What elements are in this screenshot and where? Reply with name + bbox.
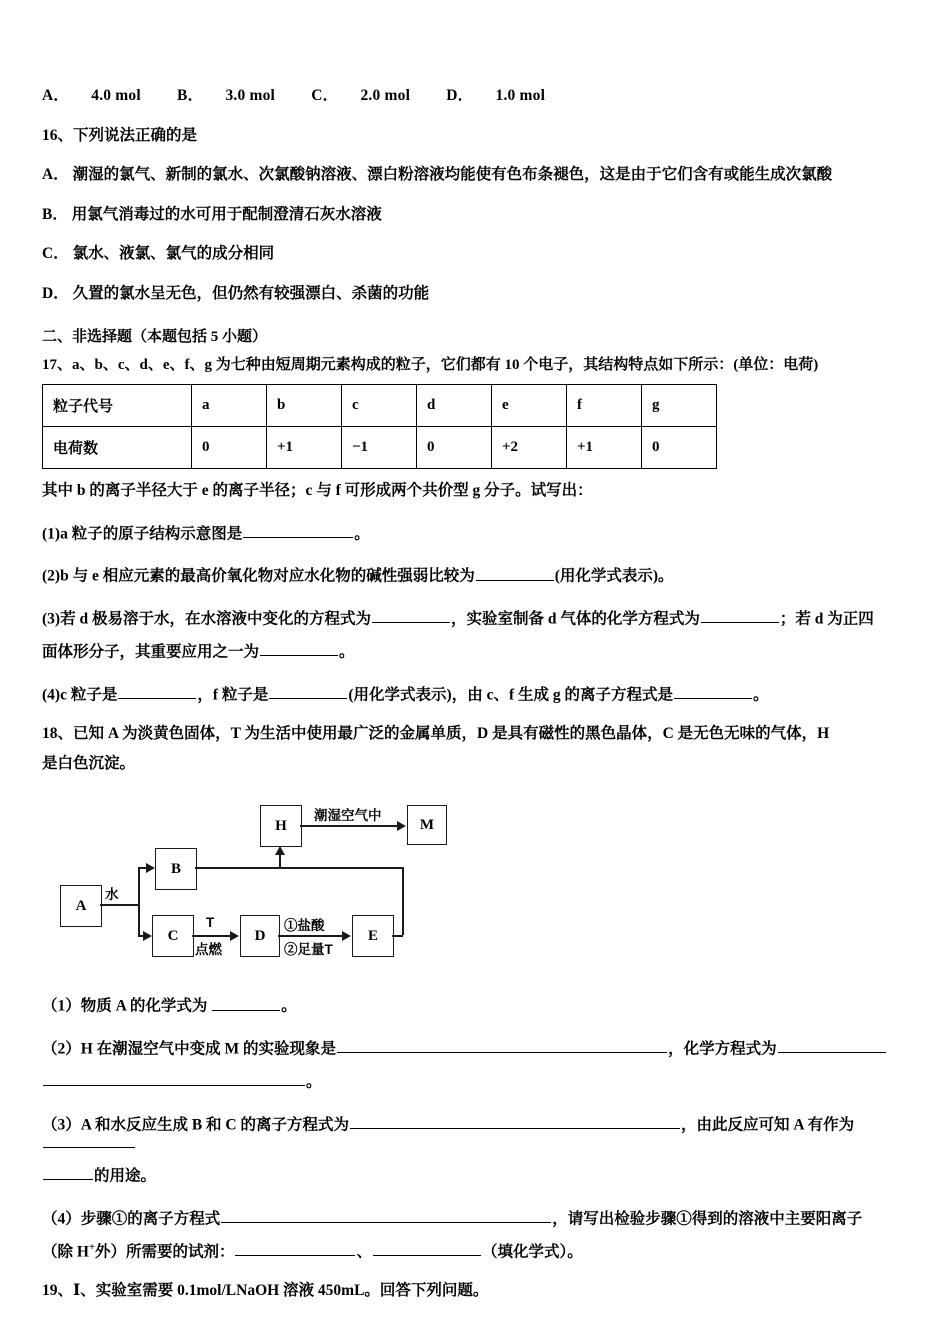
q15-option-d-text: 1.0 mol (495, 87, 546, 104)
table-cell: +2 (492, 427, 567, 469)
q16-option-d (42, 286, 920, 302)
answer-blank[interactable] (778, 1038, 886, 1053)
diagram-node-D: D (240, 915, 280, 957)
diagram-node-H: H (260, 805, 302, 847)
table-cell: 0 (642, 427, 717, 469)
table-row (43, 427, 717, 469)
q19-number: 19、 (42, 1282, 74, 1300)
table-cell: 0 (417, 427, 492, 469)
q16-option-b-label: B． (42, 205, 68, 223)
q17-sub1-text: (1)a 粒子的原子结构示意图是 (42, 524, 243, 542)
q17-sub2-text: (2)b 与 e 相应元素的最高价氧化物对应水化物的碱性强弱比较为 (42, 567, 475, 585)
q17-sub3-text-d: 面体形分子，其重要应用之一为 (42, 643, 260, 660)
diagram-arrowhead-to-m (397, 821, 406, 831)
q18-stem-text-1: 已知 A 为淡黄色固体，T 为生活中使用最广泛的金属单质，D 是具有磁性的黑色晶体，C 是无色无味的气体，H (73, 725, 830, 743)
q16-stem (42, 128, 920, 144)
q16-option-c-text: 氯水、液氯、氯气的成分相同 (72, 245, 275, 262)
table-cell: g (642, 385, 717, 427)
q15-options-row (42, 88, 920, 104)
answer-blank[interactable] (372, 608, 450, 623)
diagram-edge-split-vertical (138, 867, 140, 935)
q18-sub2-cont (42, 1071, 920, 1090)
table-cell: e (492, 385, 567, 427)
answer-blank[interactable] (43, 1132, 135, 1147)
q18-sub3-end: 的用途。 (94, 1167, 157, 1185)
diagram-edge-a-out (100, 904, 139, 906)
q17-sub4-text-b: ，f 粒子是 (197, 685, 269, 703)
q18-sub4-separator: 、 (356, 1242, 372, 1260)
diagram-edge-b-horizontal (195, 867, 403, 869)
diagram-node-A: A (60, 885, 102, 927)
table-cell: a (192, 385, 267, 427)
diagram-label-ignite-bottom: 点燃 (195, 942, 222, 958)
diagram-arrowhead-to-h (275, 846, 285, 855)
q16-option-d-text: 久置的氯水呈无色，但仍然有较强漂白、杀菌的功能 (72, 284, 430, 302)
diagram-edge-c-to-d (192, 935, 232, 937)
diagram-arrowhead-to-c (143, 931, 152, 941)
q16-option-c-label: C． (42, 245, 69, 262)
q16-option-a (42, 167, 920, 183)
q16-option-d-label: D． (42, 284, 69, 302)
q17-sub4-text-c: (用化学式表示)，由 c、f 生成 g 的离子方程式是 (348, 685, 673, 703)
answer-blank[interactable] (373, 1241, 481, 1256)
answer-blank[interactable] (221, 1208, 551, 1223)
q16-option-b-text: 用氯气消毒过的水可用于配制澄清石灰水溶液 (71, 205, 382, 223)
diagram-node-M: M (407, 805, 447, 845)
diagram-arrowhead-to-e (342, 931, 351, 941)
q19-stem (42, 1283, 920, 1299)
diagram-edge-h-to-m (300, 825, 398, 827)
diagram-node-C: C (152, 915, 194, 957)
diagram-arrowhead-to-d (230, 931, 239, 941)
q17-sub3-cont (42, 641, 920, 660)
reaction-flow-diagram (52, 795, 522, 985)
section-2-heading: 二、非选择题（本题包括 5 小题） (42, 329, 268, 345)
table-cell: 0 (192, 427, 267, 469)
diagram-edge-d-to-e (278, 935, 344, 937)
q17-sub3-text-e: 。 (339, 643, 355, 660)
q18-sub2-end: 。 (306, 1073, 322, 1090)
q17-sub4-text-a: (4)c 粒子是 (42, 685, 118, 703)
q15-option-c-label: C． (311, 87, 339, 104)
q16-stem-text: 下列说法正确的是 (73, 126, 198, 144)
table-cell: c (342, 385, 417, 427)
table-cell: −1 (342, 427, 417, 469)
answer-blank[interactable] (674, 684, 752, 699)
table-row-label: 电荷数 (43, 427, 192, 469)
table-cell: +1 (567, 427, 642, 469)
q18-sub2-text-a: （2）H 在潮湿空气中变成 M 的实验现象是 (42, 1040, 337, 1058)
q16-option-a-text: 潮湿的氯气、新制的氯水、次氯酸钠溶液、漂白粉溶液均能使有色布条褪色，这是由于它们含有或能生成次氯酸 (72, 166, 833, 183)
q17-sub3 (42, 608, 920, 627)
q18-sub1 (42, 995, 920, 1014)
q15-option-c-text: 2.0 mol (360, 87, 411, 104)
q18-sub3 (42, 1114, 920, 1152)
q17-sub4-text-d: 。 (753, 685, 769, 703)
q15-option-b-text: 3.0 mol (225, 87, 276, 104)
q17-stem-part1: a、b、c、d、e、f、g 为七种由短周期元素构成的粒子，它们都有 (72, 357, 505, 373)
answer-blank[interactable] (212, 995, 280, 1010)
q15-option-a-text: 4.0 mol (91, 87, 141, 104)
diagram-edge-right-vertical (402, 867, 404, 935)
q18-sub4-superscript: + (88, 1241, 95, 1253)
q17-sub3-text-a: (3)若 d 极易溶于水，在水溶液中变化的方程式为 (42, 610, 371, 628)
q18-sub4-text-c-post: 外）所需要的试剂： (94, 1242, 235, 1260)
q15-option-d-label: D． (446, 87, 474, 104)
table-cell: +1 (267, 427, 342, 469)
q18-sub4-text-b: ，请写出检验步骤①得到的溶液中主要阳离子 (552, 1210, 863, 1227)
q18-stem-line1 (42, 726, 920, 742)
q17-stem-part2: 个电子，其结构特点如下所示：(单位：电荷) (519, 357, 819, 373)
q17-sub1-end: 。 (354, 524, 370, 542)
diagram-label-moist-air: 潮湿空气中 (314, 808, 382, 824)
answer-blank[interactable] (118, 684, 196, 699)
q17-electron-count: 10 (504, 357, 520, 373)
q17-sub4 (42, 684, 920, 703)
q18-sub4 (42, 1208, 920, 1227)
q19-text: Ⅰ、实验室需要 0.1mol/LNaOH 溶液 450mL。回答下列问题。 (73, 1282, 489, 1300)
diagram-node-B: B (155, 848, 197, 890)
answer-blank[interactable] (350, 1114, 680, 1129)
diagram-label-water: 水 (105, 887, 119, 903)
answer-blank[interactable] (260, 641, 338, 656)
q18-sub4-text-c-pre: （除 H (42, 1242, 89, 1260)
answer-blank[interactable] (43, 1165, 93, 1180)
q17-sub2 (42, 565, 920, 584)
diagram-label-step1: ①盐酸 (284, 918, 325, 934)
answer-blank[interactable] (701, 608, 779, 623)
answer-blank[interactable] (235, 1241, 355, 1256)
diagram-node-E: E (352, 915, 394, 957)
q17-sub2-end: (用化学式表示)。 (554, 567, 674, 585)
q18-sub1-end: 。 (281, 997, 297, 1015)
q18-sub4-cont (42, 1241, 920, 1260)
diagram-arrowhead-to-b (146, 863, 155, 873)
q17-number: 17、 (42, 357, 73, 373)
q17-sub3-text-c: ；若 d 为正四 (779, 610, 874, 628)
answer-blank[interactable] (337, 1038, 667, 1053)
q17-sub3-text-b: ，实验室制备 d 气体的化学方程式为 (450, 610, 700, 628)
diagram-edge-e-right (392, 935, 403, 937)
table-row-label: 粒子代号 (43, 385, 192, 427)
q18-sub4-text-a: （4）步骤①的离子方程式 (42, 1210, 221, 1227)
q18-sub2-text-b: ，化学方程式为 (668, 1040, 777, 1058)
particle-table (42, 384, 717, 469)
q17-stem (42, 356, 920, 374)
q18-sub3-text-b: ，由此反应可知 A 有作为 (681, 1115, 855, 1133)
answer-blank[interactable] (243, 523, 353, 538)
q16-option-b (42, 207, 920, 223)
q17-sub1 (42, 523, 920, 542)
answer-blank[interactable] (269, 684, 347, 699)
diagram-label-step2: ②足量T (284, 942, 333, 958)
q15-option-a-label: A． (42, 87, 70, 104)
q18-sub3-cont (42, 1165, 920, 1184)
q18-sub2 (42, 1038, 920, 1057)
answer-blank[interactable] (476, 565, 554, 580)
table-row (43, 385, 717, 427)
q17-note: 其中 b 的离子半径大于 e 的离子半径；c 与 f 可形成两个共价型 g 分子。试写出： (42, 482, 593, 499)
q16-option-c (42, 246, 920, 262)
diagram-label-ignite-top: T (206, 915, 215, 931)
q18-number: 18、 (42, 725, 74, 743)
answer-blank[interactable] (43, 1071, 305, 1086)
q18-sub1-text: （1）物质 A 的化学式为 (42, 997, 212, 1015)
diagram-edge-to-h-vertical (279, 855, 281, 868)
q18-stem-line2: 是白色沉淀。 (42, 754, 136, 772)
q16-option-a-label: A． (42, 166, 69, 183)
q18-sub3-text-a: （3）A 和水反应生成 B 和 C 的离子方程式为 (42, 1115, 349, 1133)
table-cell: f (567, 385, 642, 427)
table-cell: d (417, 385, 492, 427)
q18-sub4-end: （填化学式）。 (481, 1242, 583, 1260)
q16-number: 16、 (42, 126, 74, 144)
q15-option-b-label: B． (177, 87, 204, 104)
table-cell: b (267, 385, 342, 427)
